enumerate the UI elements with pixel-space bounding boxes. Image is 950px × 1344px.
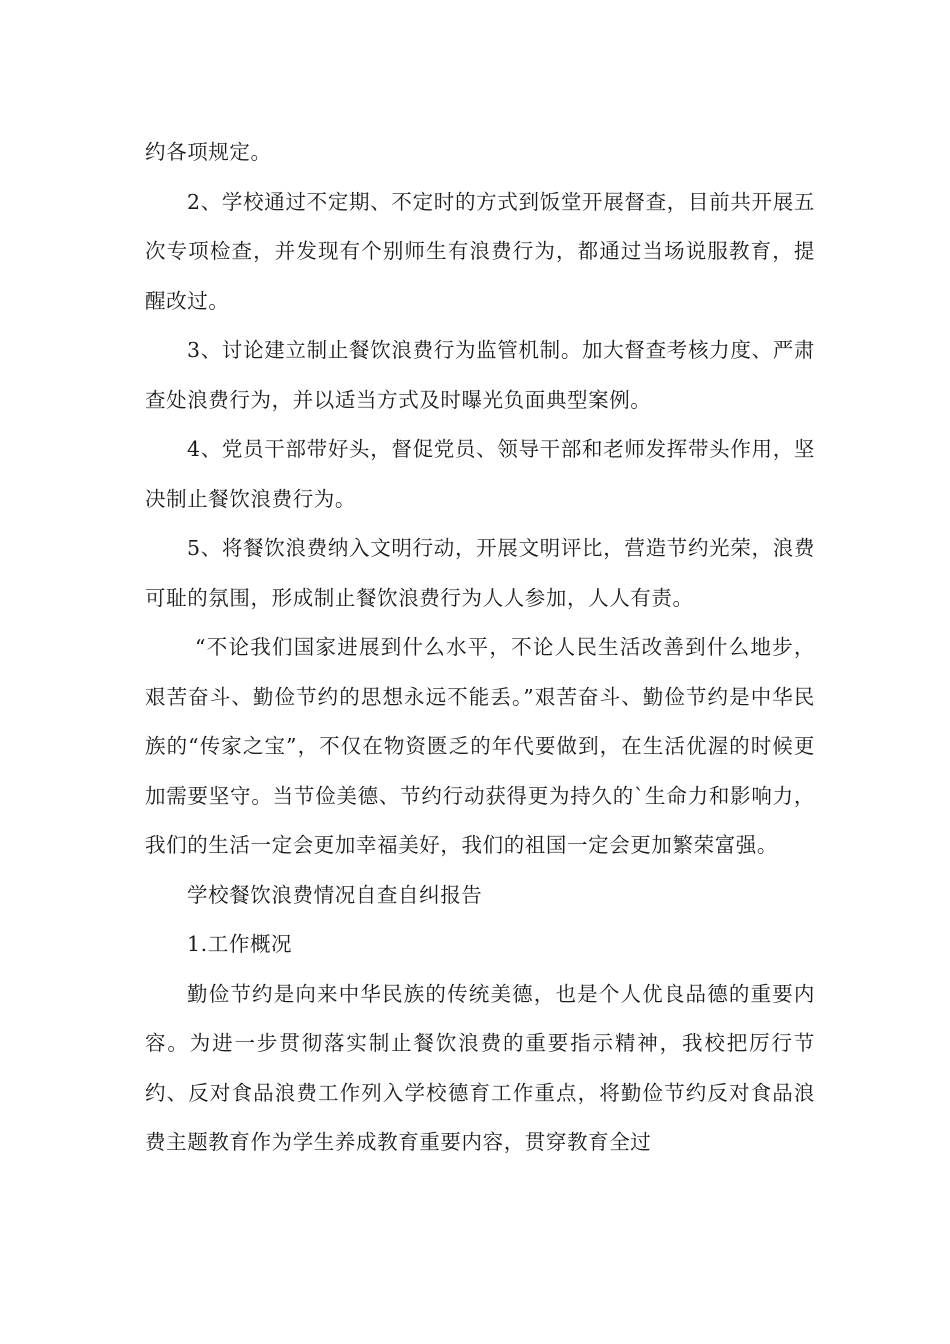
report-title: 学校餐饮浪费情况自查自纠报告 [187,882,483,907]
paragraph-item-2: 2、学校通过不定期、不定时的方式到饭堂开展督查，目前共开展五次专项检查，并发现有个别师生有浪费行为，都通过当场说服教育，提醒改过。 [145,189,815,313]
paragraph-item-5: 5、将餐饮浪费纳入文明行动，开展文明评比，营造节约光荣，浪费可耻的氛围，形成制止餐饮浪费行为人人参加，人人有责。 [145,536,815,610]
document-page [145,128,815,1168]
paragraph-item-4: 4、党员干部带好头，督促党员、领导干部和老师发挥带头作用，坚决制止餐饮浪费行为。 [145,437,815,511]
section-heading-1: 1.工作概况 [187,932,293,956]
paragraph-overview: 勤俭节约是向来中华民族的传统美德，也是个人优良品德的重要内容。为进一步贯彻落实制止餐饮浪费的重要指示精神，我校把厉行节约、反对食品浪费工作列入学校德育工作重点，将勤俭节约反对食品浪费主题教育作为学生养成教育重要内容，贯穿教育全过 [145,981,815,1154]
paragraph-continuation: 约各项规定。 [145,140,272,164]
paragraph-quote: “不论我们国家进展到什么水平，不论人民生活改善到什么地步，艰苦奋斗、勤俭节约的思想永远不能丢。”艰苦奋斗、勤俭节约是中华民族的“传家之宝”，不仅在物资匮乏的年代要做到，在生活优渥的时候更加需要坚守。当节俭美德、节约行动获得更为持久的`生命力和影响力，我们的生活一定会更加幸福美好，我们的祖国一定会更加繁荣富强。 [145,635,815,857]
paragraph-item-3: 3、讨论建立制止餐饮浪费行为监管机制。加大督查考核力度、严肃查处浪费行为，并以适当方式及时曝光负面典型案例。 [145,338,815,412]
